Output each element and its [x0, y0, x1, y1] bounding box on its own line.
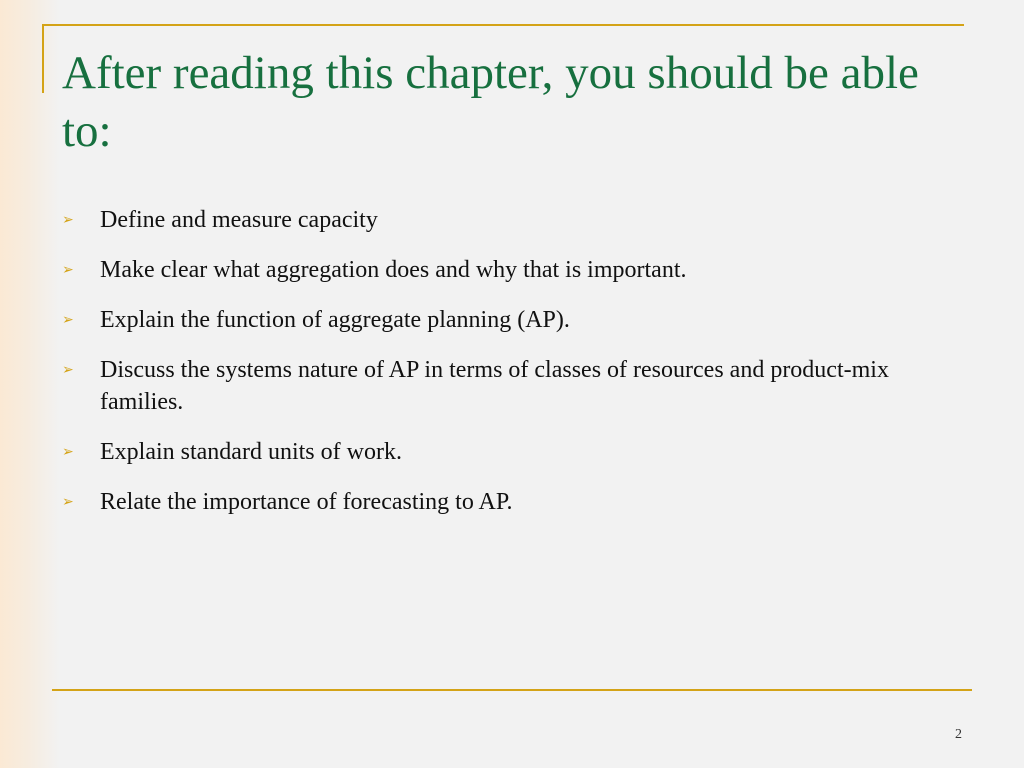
- arrow-bullet-icon: ➢: [62, 494, 74, 510]
- arrow-bullet-icon: ➢: [62, 362, 74, 378]
- bullet-text: Explain the function of aggregate planning (AP).: [100, 307, 570, 333]
- title-frame-vertical-rule: [42, 25, 44, 93]
- slide-title: After reading this chapter, you should be able to:: [62, 47, 919, 157]
- list-item: [62, 304, 942, 336]
- list-item: [62, 486, 942, 518]
- list-item: [62, 436, 942, 468]
- list-item: [62, 354, 942, 418]
- title-frame-top-rule: [42, 24, 964, 26]
- list-item: [62, 254, 942, 286]
- list-item: [62, 204, 942, 236]
- bullet-text: Relate the importance of forecasting to AP.: [100, 489, 513, 515]
- arrow-bullet-icon: ➢: [62, 444, 74, 460]
- arrow-bullet-icon: ➢: [62, 312, 74, 328]
- arrow-bullet-icon: ➢: [62, 212, 74, 228]
- bullet-text: Make clear what aggregation does and why that is important.: [100, 257, 687, 283]
- arrow-bullet-icon: ➢: [62, 262, 74, 278]
- bullet-list: [62, 204, 942, 536]
- bullet-text: Discuss the systems nature of AP in terms of classes of resources and product-mix families.: [100, 357, 889, 415]
- bullet-text: Explain standard units of work.: [100, 439, 402, 465]
- bullet-text: Define and measure capacity: [100, 207, 378, 233]
- footer-rule: [52, 689, 972, 691]
- left-gradient-band: [0, 0, 60, 768]
- page-number: 2: [955, 727, 962, 742]
